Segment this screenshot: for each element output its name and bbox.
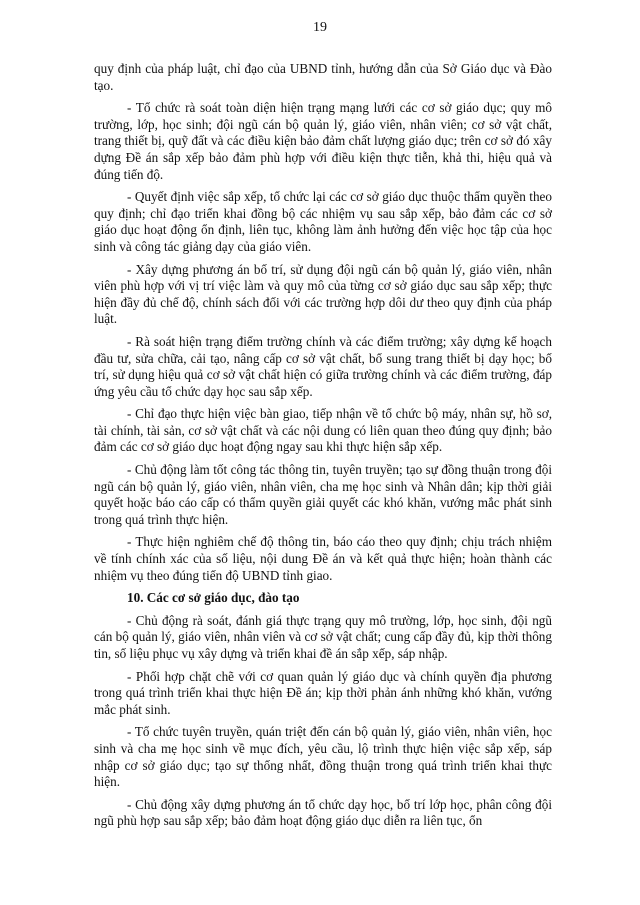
paragraph: - Chủ động làm tốt công tác thông tin, tuyên truyền; tạo sự đồng thuận trong đội ngũ cán bộ quản lý, giáo viên, nhân viên, cha mẹ học sinh và Nhân dân; kịp thời giải quyết hoặc báo cáo cấp có thẩm quyền giải quyết các khó khăn, vướng mắc phát sinh trong quá trình thực hiện.	[94, 462, 552, 527]
section-heading: 10. Các cơ sở giáo dục, đào tạo	[127, 590, 300, 606]
paragraph: - Thực hiện nghiêm chế độ thông tin, báo cáo theo quy định; chịu trách nhiệm về tính chính xác của số liệu, nội dung Đề án và kết quả thực hiện; hoàn thành các nhiệm vụ theo đúng tiến độ UBND tỉnh giao.	[94, 534, 552, 583]
paragraph: - Rà soát hiện trạng điểm trường chính và các điểm trường; xây dựng kế hoạch đầu tư, sửa chữa, cải tạo, nâng cấp cơ sở vật chất, bổ sung trang thiết bị dạy học; bố trí, sử dụng hiệu quả cơ sở vật chất hiện có giữa trường chính và các điểm trường, đáp ứng yêu cầu tổ chức dạy học sau sắp xếp.	[94, 333, 552, 399]
paragraph: - Phối hợp chặt chẽ với cơ quan quản lý giáo dục và chính quyền địa phương trong quá trình triển khai thực hiện Đề án; kịp thời phản ánh những khó khăn, vướng mắc phát sinh.	[94, 668, 552, 717]
document-body	[94, 61, 552, 836]
paragraph: - Xây dựng phương án bố trí, sử dụng đội ngũ cán bộ quản lý, giáo viên, nhân viên phù hợp với vị trí việc làm và quy mô của từng cơ sở giáo dục sau sắp xếp; thực hiện đầy đủ chế độ, chính sách đối với các trường hợp dôi dư theo quy định của pháp luật.	[94, 261, 552, 327]
paragraph: - Tổ chức rà soát toàn diện hiện trạng mạng lưới các cơ sở giáo dục; quy mô trường, lớp, học sinh; đội ngũ cán bộ quản lý, giáo viên, nhân viên; cơ sở vật chất, trang thiết bị, quỹ đất và các điều kiện bảo đảm chất lượng giáo dục; trên cơ sở đó xây dựng Đề án sắp xếp bảo đảm phù hợp với điều kiện thực tiễn, khả thi, hiệu quả và đúng tiến độ.	[94, 100, 552, 182]
paragraph: - Chỉ đạo thực hiện việc bàn giao, tiếp nhận về tổ chức bộ máy, nhân sự, hồ sơ, tài chính, tài sản, cơ sở vật chất và các nội dung có liên quan theo đúng quy định; bảo đảm các cơ sở giáo dục hoạt động ngay sau khi thực hiện sắp xếp.	[94, 406, 552, 455]
paragraph: - Chủ động xây dựng phương án tổ chức dạy học, bố trí lớp học, phân công đội ngũ phù hợp sau sắp xếp; bảo đảm hoạt động giáo dục diễn ra liên tục, ổn	[94, 796, 552, 829]
paragraph: quy định của pháp luật, chỉ đạo của UBND tỉnh, hướng dẫn của Sở Giáo dục và Đào tạo.	[94, 61, 552, 93]
page-number: 19	[313, 20, 327, 35]
paragraph: - Quyết định việc sắp xếp, tổ chức lại các cơ sở giáo dục thuộc thẩm quyền theo quy định; chỉ đạo triển khai đồng bộ các nhiệm vụ sau sắp xếp, bảo đảm các cơ sở giáo dục hoạt động ổn định, liên tục, không làm ảnh hưởng đến việc học tập của học sinh và công tác giảng dạy của giáo viên.	[94, 189, 552, 254]
paragraph: - Chủ động rà soát, đánh giá thực trạng quy mô trường, lớp, học sinh, đội ngũ cán bộ quản lý, giáo viên, nhân viên và cơ sở vật chất; cung cấp đầy đủ, kịp thời thông tin, số liệu phục vụ xây dựng và triển khai đề án sắp xếp, sáp nhập.	[94, 612, 552, 661]
paragraph: - Tổ chức tuyên truyền, quán triệt đến cán bộ quản lý, giáo viên, nhân viên, học sinh và cha mẹ học sinh về mục đích, yêu cầu, lộ trình thực hiện việc sắp xếp, sáp nhập cơ sở giáo dục; tạo sự thống nhất, đồng thuận trong quá trình triển khai thực hiện.	[94, 724, 552, 790]
